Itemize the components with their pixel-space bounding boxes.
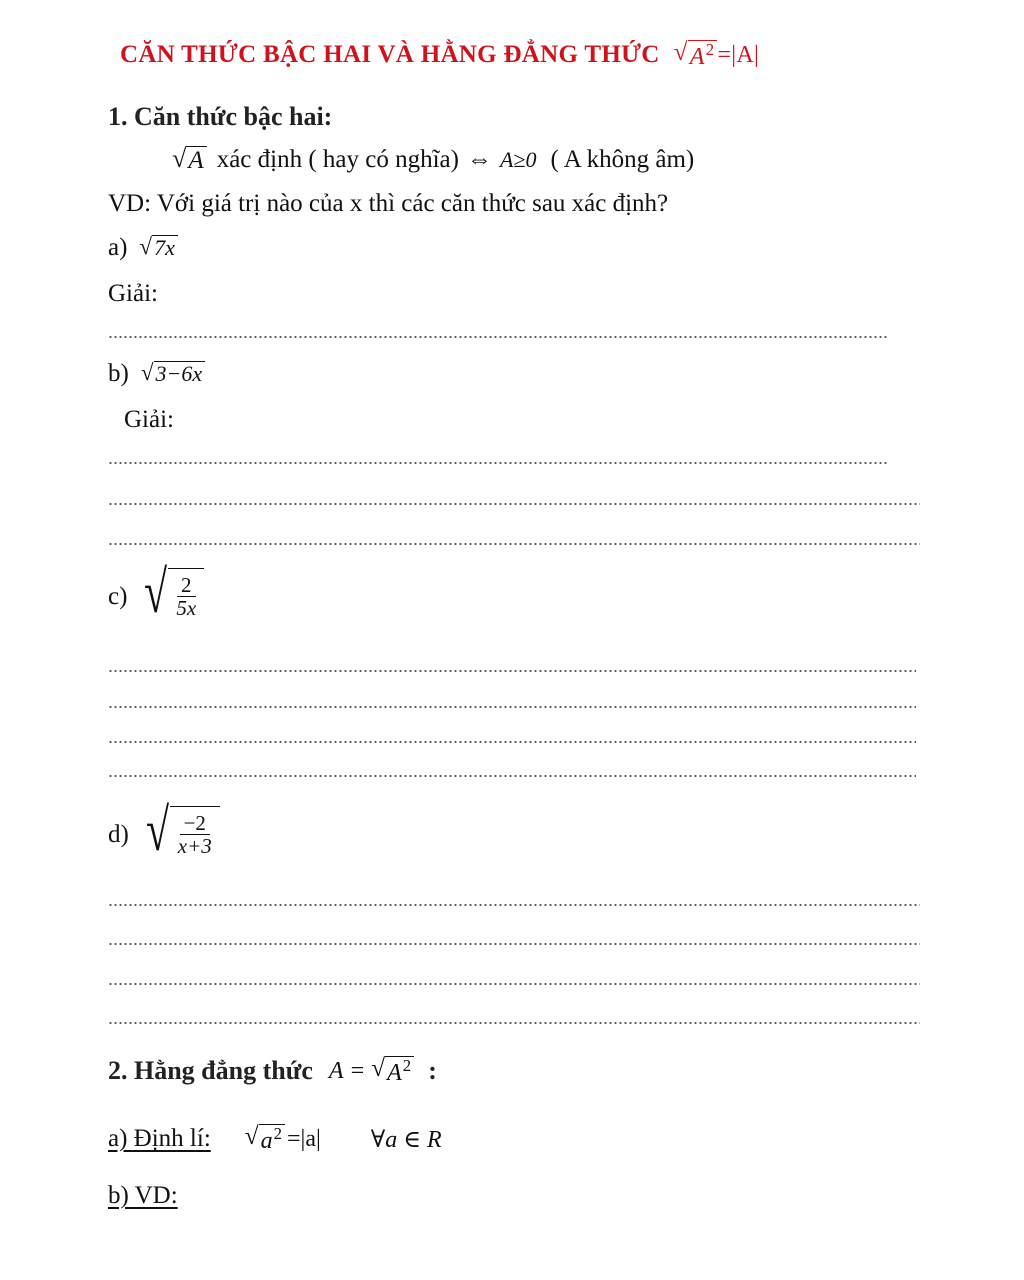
item-c-label: c) [108, 583, 128, 610]
answer-line [108, 1022, 920, 1024]
item-a [108, 234, 178, 262]
answer-line [108, 983, 920, 985]
definition-text: xác định ( hay có nghĩa) [216, 146, 459, 174]
theorem-forall: ∀a ∈ R [370, 1126, 442, 1153]
item-b-sqrt: √ 3−6x [141, 361, 205, 386]
answer-line [108, 336, 888, 338]
answer-line [108, 741, 916, 743]
title-formula [674, 40, 759, 70]
example-label [108, 1182, 178, 1210]
section2-example-label: b) VD: [108, 1182, 178, 1209]
item-c-denominator: 5x [176, 596, 197, 621]
answer-line [108, 462, 888, 464]
answer-line [108, 904, 920, 906]
item-d-numerator: −2 [180, 812, 210, 835]
theorem-formula: √ $a^2$ =|a| [244, 1123, 321, 1154]
theorem-label: a) Định lí: [108, 1125, 211, 1153]
example-prompt: VD: Với giá trị nào của x thì các căn thức sau xác định? [108, 190, 669, 217]
title-radicand: A [689, 44, 705, 70]
section2-header [108, 1056, 437, 1086]
answer-line [108, 543, 920, 545]
page-title [120, 40, 759, 70]
answer-line [108, 943, 920, 945]
answer-line [108, 670, 916, 672]
theorem-line [108, 1124, 442, 1154]
item-c [108, 559, 204, 625]
item-a-solution-label: Giải: [108, 280, 158, 307]
item-b-solution-label: Giải: [124, 406, 174, 433]
answer-line [108, 503, 920, 505]
item-d-sqrt: √ $\frac{-2}{x+3}$ [141, 800, 220, 860]
title-rhs: =|A| [717, 41, 760, 68]
item-a-label: a) [108, 234, 128, 261]
title-exponent: 2 [705, 40, 715, 59]
item-d [108, 797, 220, 863]
section2-lhs: A = [328, 1057, 366, 1084]
title-sqrt: √ $A^2$ [674, 40, 718, 70]
definition-line [172, 146, 694, 175]
section2-heading: 2. Hằng đẳng thức [108, 1056, 313, 1086]
theorem-rhs: =|a| [286, 1125, 321, 1152]
item-b [108, 360, 205, 388]
equiv-symbol: ⇔ [466, 146, 492, 174]
item-a-sqrt: √ 7x [139, 235, 177, 260]
section2-formula: A = √ $A^2$ [329, 1056, 414, 1086]
answer-line [108, 706, 916, 708]
definition-sqrt: √ A [172, 146, 207, 175]
item-d-label: d) [108, 821, 129, 848]
item-b-label: b) [108, 360, 129, 387]
item-c-numerator: 2 [177, 574, 196, 597]
definition-condition: A≥0 [499, 147, 537, 173]
item-c-sqrt: √ $\frac{2}{5x}$ [139, 562, 204, 622]
section1-heading: 1. Căn thức bậc hai: [108, 102, 333, 131]
answer-line [108, 775, 916, 777]
section2-colon: : [428, 1056, 437, 1086]
item-d-denominator: x+3 [177, 834, 212, 859]
definition-note: ( A không âm) [550, 146, 695, 174]
title-text: CĂN THỨC BẬC HAI VÀ HẰNG ĐẲNG THỨC [120, 41, 660, 69]
